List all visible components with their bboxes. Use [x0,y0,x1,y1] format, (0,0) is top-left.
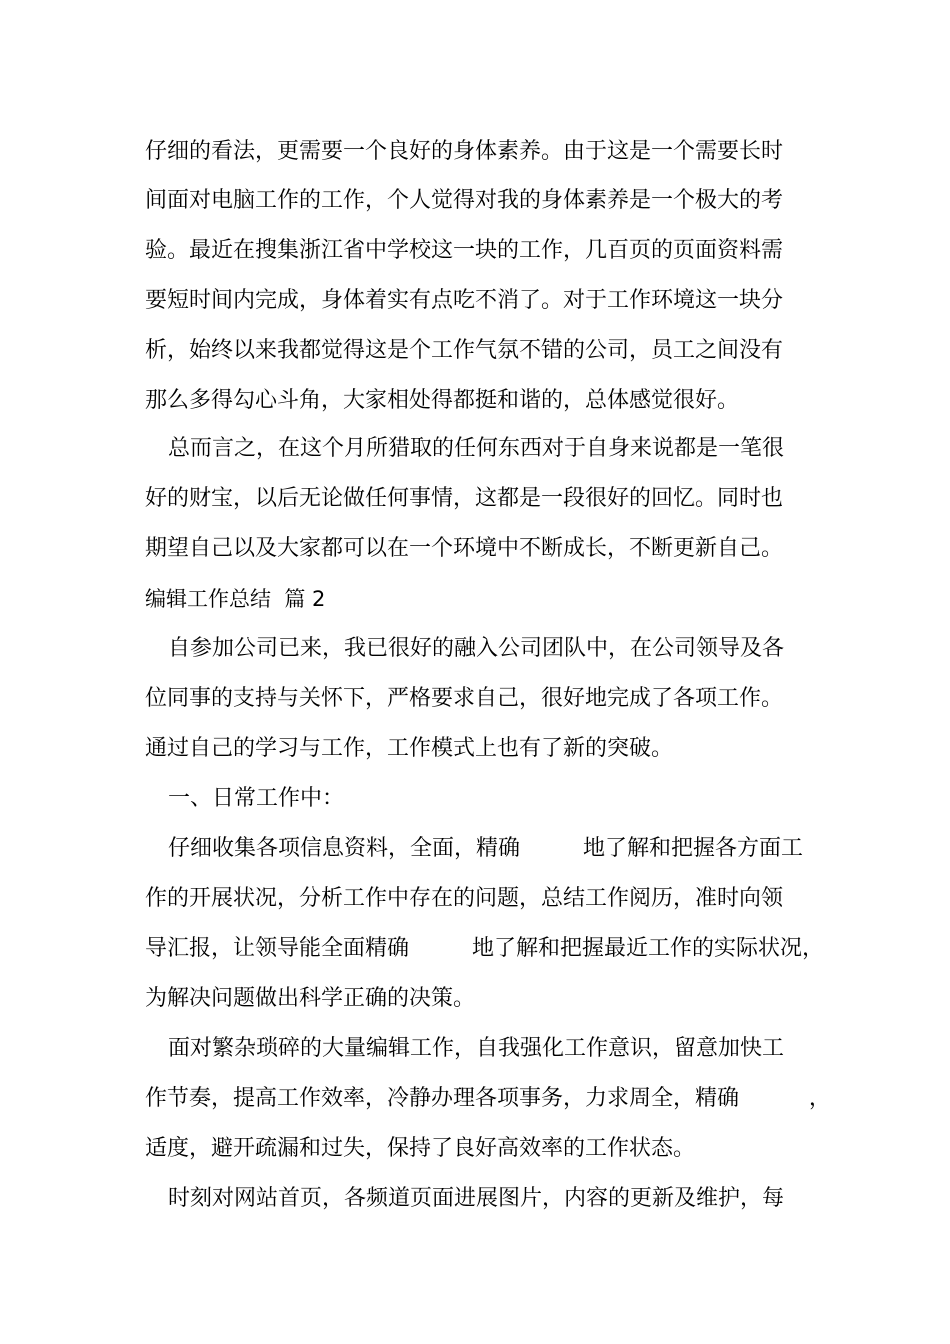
paragraph-line: 要短时间内完成，身体着实有点吃不消了。对于工作环境这一块分 [145,288,784,313]
paragraph-line: 适度，避开疏漏和过失，保持了良好高效率的工作状态。 [145,1136,696,1161]
paragraph-line: 作的开展状况，分析工作中存在的问题，总结工作阅历，准时向领 [145,886,784,911]
subsection-heading: 一、日常工作中： [168,786,345,811]
paragraph-line: 作节奏，提高工作效率，冷静办理各项事务，力求周全，精确 ， [145,1086,831,1111]
paragraph-line: 位同事的支持与关怀下，严格要求自己，很好地完成了各项工作。 [145,686,784,711]
paragraph-line: 导汇报，让领导能全面精确 地了解和把握最近工作的实际状况， [145,936,824,961]
paragraph-line: 面对繁杂琐碎的大量编辑工作，自我强化工作意识，留意加快工 [168,1036,785,1061]
paragraph-line: 仔细收集各项信息资料，全面，精确 地了解和把握各方面工 [168,836,803,861]
paragraph-line: 好的财宝，以后无论做任何事情，这都是一段很好的回忆。同时也 [145,486,784,511]
paragraph-line: 析，始终以来我都觉得这是个工作气氛不错的公司，员工之间没有 [145,338,784,363]
paragraph-line: 自参加公司已来，我已很好的融入公司团队中，在公司领导及各 [168,636,785,661]
section-heading: 编辑工作总结 篇 2 [145,587,326,611]
paragraph-line: 通过自己的学习与工作，工作模式上也有了新的突破。 [145,736,674,761]
paragraph-line: 那么多得勾心斗角，大家相处得都挺和谐的，总体感觉很好。 [145,388,740,413]
paragraph-line: 验。最近在搜集浙江省中学校这一块的工作，几百页的页面资料需 [145,238,784,263]
paragraph-line: 期望自己以及大家都可以在一个环境中不断成长，不断更新自己。 [145,536,784,561]
paragraph-line: 总而言之，在这个月所猎取的任何东西对于自身来说都是一笔很 [168,436,785,461]
paragraph-line: 间面对电脑工作的工作，个人觉得对我的身体素养是一个极大的考 [145,188,784,213]
paragraph-line: 仔细的看法，更需要一个良好的身体素养。由于这是一个需要长时 [145,139,784,164]
paragraph-line: 为解决问题做出科学正确的决策。 [145,986,476,1011]
paragraph-line: 时刻对网站首页，各频道页面进展图片，内容的更新及维护，每 [168,1186,785,1211]
